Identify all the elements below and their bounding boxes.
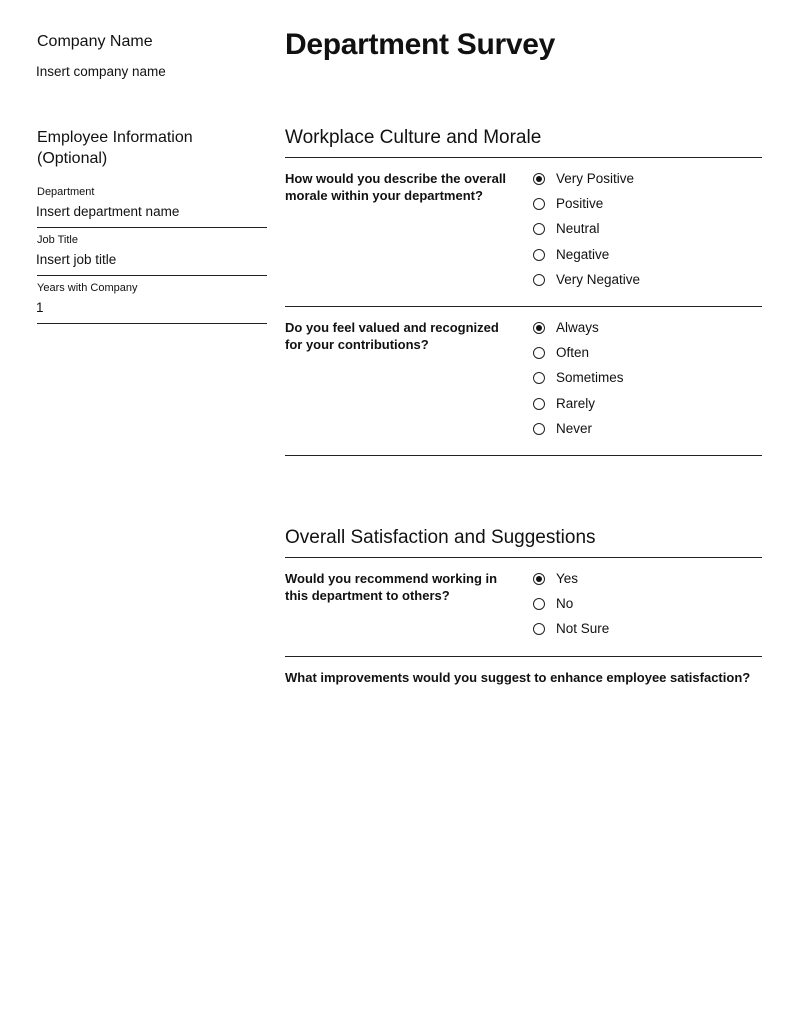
department-field[interactable] — [37, 186, 267, 228]
radio-button[interactable] — [533, 423, 545, 435]
option-rarely[interactable] — [533, 395, 624, 420]
option-label: Negative — [556, 246, 610, 262]
radio-button-selected[interactable] — [533, 322, 545, 334]
option-positive[interactable] — [533, 195, 640, 220]
option-yes[interactable] — [533, 570, 609, 595]
question-text: Would you recommend working in this department to others? — [285, 571, 498, 603]
radio-group-morale — [533, 170, 640, 296]
years-with-company-value[interactable]: 1 — [36, 300, 44, 315]
option-often[interactable] — [533, 344, 624, 369]
radio-button[interactable] — [533, 372, 545, 384]
company-name-field[interactable]: Insert company name — [36, 64, 166, 79]
question-morale — [285, 158, 762, 307]
radio-button[interactable] — [533, 347, 545, 359]
years-with-company-label: Years with Company — [37, 282, 138, 294]
department-label: Department — [37, 186, 95, 198]
employee-info-heading: Employee Information (Optional) — [37, 129, 193, 167]
option-label: Sometimes — [556, 370, 624, 386]
option-no[interactable] — [533, 595, 609, 620]
years-with-company-field[interactable] — [37, 282, 267, 324]
company-name-label: Company Name — [37, 33, 153, 50]
option-label: Never — [556, 420, 593, 436]
option-always[interactable] — [533, 319, 624, 344]
radio-button[interactable] — [533, 623, 545, 635]
option-label: Very Positive — [556, 171, 635, 186]
section-overall-satisfaction — [285, 527, 762, 685]
question-recommend — [285, 558, 762, 657]
radio-group-recommend — [533, 570, 609, 646]
radio-button[interactable] — [533, 198, 545, 210]
question-text: Do you feel valued and recognized for your contributions? — [285, 320, 499, 352]
option-label: Very Negative — [556, 271, 641, 287]
option-negative[interactable] — [533, 246, 640, 271]
option-label: Often — [556, 345, 590, 361]
option-never[interactable] — [533, 420, 624, 445]
option-not-sure[interactable] — [533, 620, 609, 645]
section-title: Workplace Culture and Morale — [285, 127, 542, 148]
option-very-negative[interactable] — [533, 271, 640, 296]
job-title-field[interactable] — [37, 234, 267, 276]
option-label: Positive — [556, 196, 604, 212]
question-text: How would you describe the overall morale within your department? — [285, 171, 507, 203]
option-label: Not Sure — [556, 621, 610, 637]
section-title: Overall Satisfaction and Suggestions — [285, 527, 596, 548]
option-sometimes[interactable] — [533, 369, 624, 394]
radio-button[interactable] — [533, 274, 545, 286]
radio-group-valued — [533, 319, 624, 445]
radio-button-selected[interactable] — [533, 173, 545, 185]
radio-button-selected[interactable] — [533, 573, 545, 585]
option-very-positive[interactable] — [533, 170, 640, 195]
radio-button[interactable] — [533, 249, 545, 261]
radio-button[interactable] — [533, 223, 545, 235]
option-label: No — [556, 596, 574, 612]
department-value[interactable]: Insert department name — [36, 204, 180, 219]
option-label: Always — [556, 320, 599, 335]
option-label: Yes — [556, 571, 579, 586]
option-label: Neutral — [556, 221, 600, 237]
radio-button[interactable] — [533, 398, 545, 410]
question-valued — [285, 307, 762, 456]
page-title: Department Survey — [285, 28, 555, 61]
option-label: Rarely — [556, 395, 596, 411]
job-title-label: Job Title — [37, 234, 78, 246]
job-title-value[interactable]: Insert job title — [36, 252, 117, 267]
open-question-improvements: What improvements would you suggest to enhance employee satisfaction? — [285, 670, 751, 685]
option-neutral[interactable] — [533, 220, 640, 245]
radio-button[interactable] — [533, 598, 545, 610]
section-workplace-culture — [285, 127, 762, 456]
